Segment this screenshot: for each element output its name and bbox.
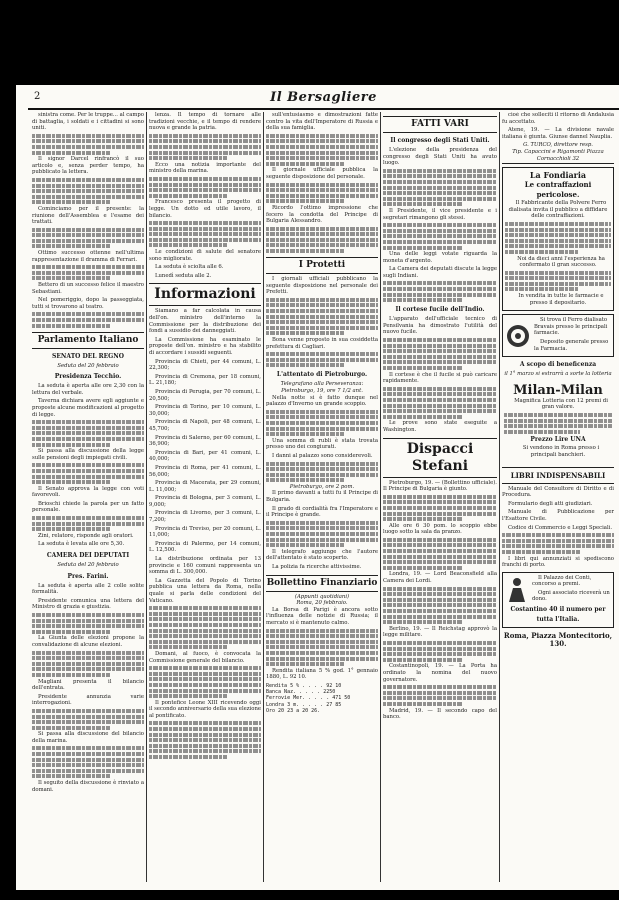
- list-item: Provincia di Cremona, per 18 comuni, L. 21,180;: [149, 373, 261, 387]
- column-rule: [263, 112, 264, 882]
- session-date: Seduta del 20 febbraio: [57, 562, 119, 569]
- table-row: Rendita 5 % . . . . 92 10: [266, 682, 342, 689]
- text: Una somma di rubli è stata trovata presso uno dei congiurati.: [266, 437, 378, 451]
- text: La seduta è levata alle ore 5,30.: [38, 541, 125, 548]
- text: L'apparato dell'ufficiale tecnico di Pensilvania ha dimostrato l'utilità del nuovo fucile.: [383, 316, 497, 336]
- list-item: Provincia di Salerno, per 60 comuni, L. 36,900;: [149, 434, 261, 448]
- dateline: Pietroburgo, ore 2 pom.: [289, 483, 355, 490]
- text-block: [266, 352, 378, 367]
- text: sull'entusiasmo e dimostrazioni fatte contro la vita dell'Imperatore di Russia e della sua famiglia.: [266, 112, 378, 132]
- medal-icon: [505, 321, 531, 351]
- list-item: Provincia di Macerata, per 29 comuni, L. 11,000;: [149, 480, 261, 493]
- ad-text: Il Palazzo dei Conti, concorso a premi.: [532, 574, 592, 588]
- text-block: [32, 746, 144, 778]
- text: Il Presidente, il vice presidente e i segretari rimangono gli stessi.: [383, 207, 497, 221]
- list-item: Codice di Commercio e Leggi Speciali.: [508, 524, 613, 531]
- text-block: [266, 410, 378, 436]
- text: Lunedì seduta alle 2.: [155, 272, 212, 279]
- ad-text: Si vendono in Roma presso i principali banchieri.: [522, 445, 600, 458]
- table-row: Londra 3 m. . . . . 27 85: [266, 701, 342, 708]
- text: Ecco una notizia importante del ministro della marina.: [149, 161, 261, 175]
- text-block: [32, 178, 144, 204]
- text: Il pontefice Leone XIII ricevendo oggi il secondo anniversario della sua elezione al pontificato.: [149, 699, 261, 719]
- text: cioè che solleciti il ritorno di Andalusia fu accettato.: [502, 112, 614, 125]
- text: Le condizioni di salute del senatore sono migliorate.: [149, 249, 261, 262]
- text: La Gazzetta del Popolo di Torino pubblica una lettera da Roma, nella quale si parla delle condizioni del Vaticano.: [149, 577, 261, 604]
- ad-text: Noi da dieci anni l'esperienza ha confermato il gran successo.: [517, 255, 605, 269]
- text-block: [149, 134, 261, 160]
- table-row: Ferrovie Mer. . . . . 471 50: [266, 695, 351, 702]
- column-rule: [146, 112, 147, 882]
- text: Cominciamo per il presente: la riunione dell'Assemblea e l'esame dei trattati.: [32, 205, 144, 226]
- text: La seduta è aperta alle ore 2,30 con la lettura del verbale.: [32, 383, 144, 396]
- text: Le prove sono state eseguite a Washington.: [383, 420, 497, 433]
- text: Alle ore 6 30 pom. lo scoppio ebbe luogo sotto la sala da pranzo.: [383, 522, 497, 536]
- text: I danni al palazzo sono considerevoli.: [272, 452, 373, 459]
- printer-line: Tip. Capaccini e Rigamonti Piazza Cornacchioli 32: [502, 149, 614, 164]
- ad-heading: A scopo di beneficenza: [519, 361, 597, 369]
- text-block: [32, 516, 144, 531]
- section-heading: LIBRI INDISPENSABILI: [502, 467, 614, 484]
- list-item: Provincia di Palermo, per 14 comuni, L. 12,500.: [149, 540, 261, 554]
- text: Londra, 19. — Lord Beaconsfield alla Camera dei Lordi.: [383, 571, 497, 585]
- presidency: Presidenza Tecchio.: [54, 373, 122, 381]
- text: Si passa alla discussione del bilancio della marina.: [32, 731, 144, 744]
- section-heading: FATTI VARI: [383, 116, 497, 133]
- sub-heading: SENATO DEL REGNO: [52, 352, 124, 360]
- section-heading: Dispacci Stefani: [383, 438, 497, 478]
- text: La Commissione ha esaminato le proposte dell'on. ministro e ha stabilito di accordare i sussidi seguenti.: [149, 336, 261, 356]
- text-block: [383, 641, 497, 662]
- text: Si passa alla discussione della legge sulle pensioni degli impiegati civili.: [32, 448, 144, 461]
- ad-headline: Le contraffazioni pericolose.: [524, 180, 592, 200]
- list-item: Provincia di Treviso, per 20 comuni, L. 11,000;: [149, 525, 261, 539]
- advertisement: [502, 314, 614, 357]
- session-date: Seduta del 20 febbraio: [57, 362, 119, 369]
- section-heading: L'attentato di Pietroburgo.: [276, 371, 368, 379]
- advertisement: [502, 167, 614, 311]
- text: Ricordo l'ottimo impressione che fecero la condotta del Principe di Bulgaria Alessandro.: [266, 204, 378, 225]
- text: Il primo davanti a tutti fu il Principe di Bulgaria.: [266, 490, 378, 504]
- quote-table: [266, 683, 378, 714]
- text: Rendita italiana 5 % god. 1° gennaio 1880, L. 92 10.: [266, 667, 378, 681]
- ad-text: In vendita in tutte le farmacie e presso il depositario.: [518, 293, 604, 306]
- lottery-ad: [502, 381, 614, 463]
- list-item: Provincia di Torino, per 10 comuni, L. 30,000;: [149, 404, 261, 417]
- text: La Giunta delle elezioni propone la convalidazione di alcune elezioni.: [32, 635, 144, 648]
- text-block: [149, 721, 261, 759]
- list-item: Manuale del Consultore di Diritto e di Procedura.: [502, 485, 614, 499]
- text-block: [149, 221, 261, 247]
- ad-text: Deposito generale presso la Farmacia.: [534, 339, 609, 352]
- text: Il Senato approva la legge con voti favorevoli.: [32, 485, 144, 499]
- text: La Borsa di Parigi è ancora sotto l'influenza delle notizie di Russia; il mercato si è mantenuto calmo.: [266, 606, 378, 626]
- article-title: Il congresso degli Stati Uniti.: [390, 137, 490, 144]
- signature: G. TURCO, direttore resp.: [523, 142, 593, 149]
- column-3: [266, 112, 378, 882]
- column-1: [32, 112, 144, 882]
- text-block: [266, 521, 378, 547]
- text: La Camera dei deputati discute la legge sugli Indiani.: [383, 266, 497, 279]
- text: Zini, relatore, risponde agli oratori.: [38, 532, 134, 539]
- list-item: Provincia di Chieti, per 44 comuni, L. 22,300;: [149, 358, 261, 372]
- text-block: [383, 495, 497, 521]
- text: Il signor Darcel rinfrancò il suo articolo e, senza perder tempo, ha pubblicato la lettera.: [32, 156, 144, 176]
- column-2: [149, 112, 261, 882]
- text: La seduta è sciolta alle 6.: [155, 264, 224, 271]
- text-block: [266, 227, 378, 253]
- text: L'elezione della presidenza del congresso degli Stati Uniti ha avuto luogo.: [383, 147, 497, 167]
- column-rule: [380, 112, 381, 882]
- text: Il seguito della discussione è rinviato a domani.: [32, 780, 144, 793]
- text: Pietroburgo, 19. — (Bollettino ufficiale). Il Principe di Bulgaria è giunto.: [383, 479, 497, 493]
- masthead: [28, 88, 619, 110]
- section-heading: Parlamento Italiano: [32, 332, 144, 349]
- column-5: [502, 112, 614, 882]
- text-block: [32, 134, 144, 155]
- figure-illustration-icon: [505, 576, 529, 604]
- text: sinistra come. Per le truppe... al campo di battaglia, i soldati e i cittadini si sono uniti.: [32, 112, 144, 132]
- text: La seduta è aperta alle 2 colle solite formalità.: [32, 582, 144, 596]
- ad-title: La Fondiaria: [529, 170, 587, 181]
- text-block: [383, 223, 497, 249]
- section-heading: Informazioni: [149, 283, 261, 306]
- text-block: [32, 228, 144, 249]
- text-block: [266, 298, 378, 336]
- newspaper-title: Il Bersagliere: [270, 90, 377, 105]
- text: Una delle leggi votate riguarda la moneta d'argento.: [383, 251, 497, 264]
- text-block: [32, 312, 144, 327]
- ad-text: Ogni associato riceverà un dono.: [532, 589, 610, 603]
- sub-heading: CAMERA DEI DEPUTATI: [46, 552, 130, 560]
- list-item: Formulario degli atti giudiziari.: [508, 500, 593, 507]
- text: Siamano a far calcolata in causa dell'on. ministro dell'interno la Commissione per la distribuzione dei fondi a sussidio dei danneggiati.: [149, 308, 261, 335]
- text-block: [383, 281, 497, 302]
- text: Francesco presenta il progetto di legge. Un dotto ed utile lavoro, il bilancio.: [149, 199, 261, 219]
- subheading: Telegrafano alla Perseveranza:: [280, 381, 364, 388]
- text: Il giornale ufficiale pubblica la seguente disposizione del personale.: [266, 167, 378, 180]
- text: Costantinopoli, 19. — La Porta ha ordinato la nomina del nuovo governatore.: [383, 663, 497, 683]
- text: Nel pomeriggio, dopo la passeggiata, tutti si trovarono al teatro.: [32, 297, 144, 310]
- text-block: [149, 177, 261, 198]
- lottery-title: Milan-Milan: [513, 382, 603, 398]
- ad-text: Magnifica Lotteria con 12 premi di gran valore.: [514, 397, 608, 411]
- presidency: Pres. Farini.: [67, 572, 109, 580]
- text: Presidente comunica una lettera del Ministro di grazia e giustizia.: [32, 597, 144, 611]
- ad-text: Si trova il Ferro dialisato Bravais presso le principali farmacie.: [534, 317, 608, 337]
- text-block: [505, 271, 611, 292]
- advertisement: [502, 572, 614, 628]
- text-block: [383, 387, 497, 419]
- text-block: [383, 538, 497, 570]
- address: Roma, Piazza Montecitorio, 130.: [503, 631, 613, 649]
- list-item: Provincia di Perugia, per 70 comuni, L. 20,500;: [149, 388, 261, 402]
- table-row: Banca Naz. . . . . 2250: [266, 689, 336, 696]
- text-block: [149, 666, 261, 698]
- text-block: [504, 413, 612, 434]
- text: Berlino, 19. — Il Reichstag approvò la legge militare.: [383, 625, 497, 639]
- text: Domani, al fuoco, è convocata la Commissione generale del bilancio.: [149, 650, 261, 664]
- lottery-price: Prezzo Lire UNA: [530, 436, 586, 444]
- section-heading: Bollettino Finanziario: [266, 575, 378, 592]
- list-item: Provincia di Roma, per 41 comuni, L. 56,000;: [149, 464, 261, 478]
- ad-headline: Costantino 40 il numero per tutta l'Italia.: [510, 606, 606, 624]
- text: Atene, 19. — La divisione navale italiana è giunta. Giunse dannel Nauplia.: [502, 127, 614, 140]
- text: Ottimo successo ottenne nell'ultima rappresentazione il dramma di Ferrari.: [32, 250, 144, 263]
- text-block: [383, 338, 497, 370]
- text-block: [383, 685, 497, 706]
- text-block: [266, 183, 378, 204]
- list-item: Manuale di Pubblicazione per l'Esattore Civile.: [502, 509, 614, 522]
- dateline: Pietroburgo, 19, ore 7 1/2 ant.: [281, 387, 363, 394]
- text-block: [32, 709, 144, 730]
- text: Madrid, 19. — Il secondo capo del banco.: [383, 707, 497, 721]
- article-title: Il cortese fucile dell'Indio.: [395, 306, 485, 314]
- text-block: [32, 420, 144, 446]
- column-4: [383, 112, 497, 882]
- text: La distribuzione ordinata per 13 provincie e 160 comuni rappresenta un somma di L. 300,000.: [149, 556, 261, 576]
- list-item: Provincia di Bari, per 41 comuni, L. 40,000;: [149, 449, 261, 463]
- text-block: [383, 587, 497, 625]
- text-block: [32, 265, 144, 280]
- ad-text: Il Fabbricante della Polvere Ferro dialisata invita il pubblico a diffidare delle contraffazioni.: [508, 200, 608, 220]
- text: Il telegrafo aggiunge che l'autore dell'attentato è stato scoperto.: [266, 548, 378, 562]
- subheading: (Appunti quotidiani): [294, 593, 350, 600]
- list-item: Provincia di Napoli, per 48 comuni, L. 45,700;: [149, 419, 261, 432]
- text: I libri qui annunziati si spediscono franchi di porto.: [502, 555, 614, 569]
- text: Il cortese è che il fucile si può caricare rapidamente.: [383, 371, 497, 385]
- text-block: [266, 629, 378, 667]
- text: Magliani presenta il bilancio dell'entrata.: [32, 678, 144, 692]
- text: Taverna dichiara avere egli aggiunte e proposte alcune modificazioni al progetto di legge.: [32, 398, 144, 418]
- text: I giornali ufficiali pubblicano la seguente disposizione nel personale dei Prefetti.: [266, 276, 378, 296]
- text: Presidente annunzia varie interrogazioni.: [32, 693, 144, 707]
- text-block: [266, 462, 378, 483]
- text: Brioschi chiede la parola per un fatto personale.: [32, 500, 144, 514]
- ad-subheading: il 1° marzo si estrarrà a sorte la lotteria: [504, 371, 612, 378]
- text-block: [266, 134, 378, 166]
- text: Bettero di un successo felice il maestro Sebastiani.: [32, 282, 144, 295]
- text: La polizia fa ricerche attivissime.: [272, 564, 362, 570]
- text-block: [32, 463, 144, 484]
- text-block: [505, 222, 611, 254]
- text-block: [32, 651, 144, 677]
- section-heading: I Protetti: [266, 257, 378, 274]
- text-block: [502, 533, 614, 554]
- column-rule: [499, 112, 500, 882]
- text: lenza. Il tempo di tornare alle tradizioni vecchie, e il tempo di rendere nuova e grande la patria.: [149, 112, 261, 132]
- list-item: Provincia di Bologna, per 3 comuni, L. 9,000;: [149, 495, 261, 508]
- table-row: Oro 20 23 a 20 26.: [266, 707, 321, 714]
- dateline: Roma, 20 febbraio.: [296, 600, 348, 607]
- list-item: Provincia di Livorno, per 3 comuni, L. 7,200;: [149, 510, 261, 524]
- text-block: [383, 169, 497, 207]
- page-number: 2: [34, 91, 41, 102]
- text-block: [149, 606, 261, 649]
- text: Nella notte si è fatto dunque nel palazzo d'Inverno un grande scoppio.: [266, 394, 378, 408]
- text: Il grado di cordialità fra l'Imperatore e il Principe è grande.: [266, 505, 378, 519]
- text-block: [32, 613, 144, 634]
- text: Bona venne proposto in sua cosiddetta prefettura di Cagliari.: [266, 337, 378, 350]
